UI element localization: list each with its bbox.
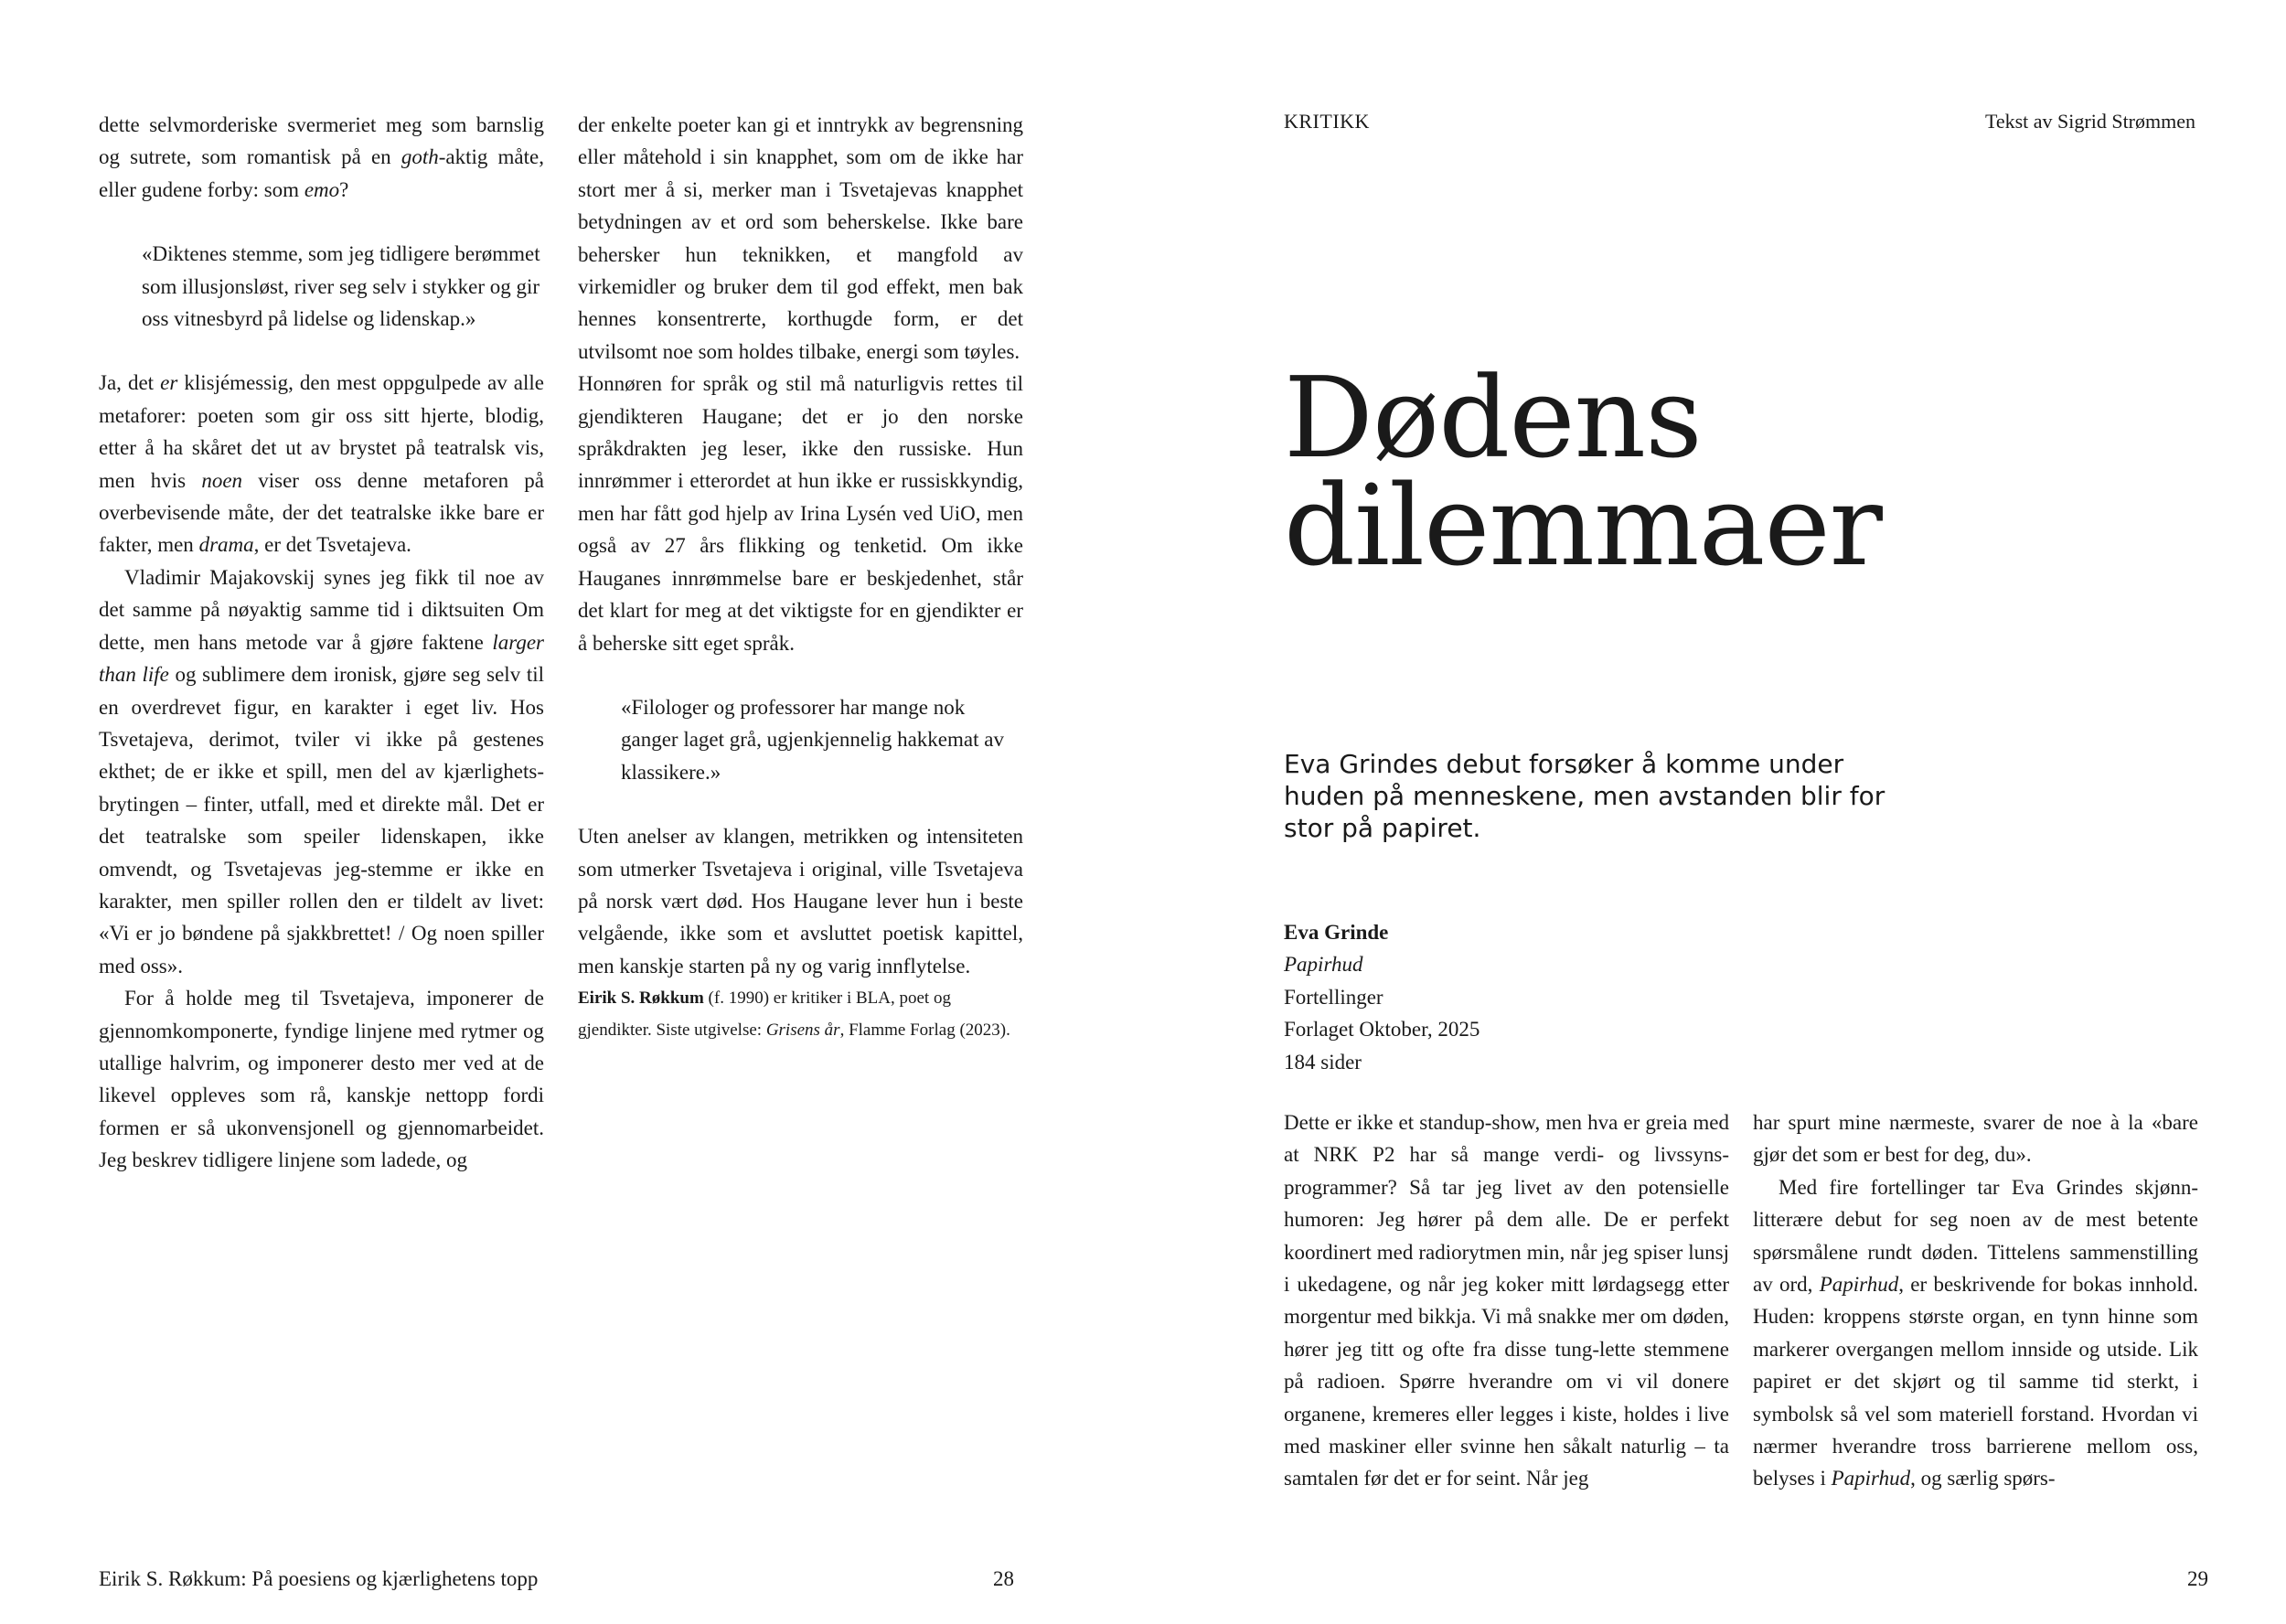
italic-term: Papirhud	[1819, 1273, 1899, 1297]
italic-term: drama	[198, 533, 254, 557]
italic-term: Papirhud	[1831, 1467, 1911, 1490]
author-bio	[578, 982, 1023, 1046]
article-title	[1284, 353, 1882, 591]
paragraph: har spurt mine nærmeste, svarer de noe à la «bare gjør det som er best for deg, du».	[1753, 1111, 2198, 1167]
italic-term: emo	[304, 177, 340, 201]
book-author: Eva Grinde	[1284, 921, 1389, 944]
paragraph	[99, 367, 544, 561]
book-title: Papirhud	[1284, 953, 1363, 977]
text-run: dette selvmorderiske svermeriet meg som barnslig og sutrete, som romantisk på en	[99, 113, 544, 169]
text-run: ?	[339, 177, 349, 201]
paragraph: Dette er ikke et standup-show, men hva er greia med at NRK P2 har så mange verdi- og livssynsprogrammer? Så tar jeg livet av den potensielle humoren: Jeg hører på dem alle. De er perfekt koordinert med radiorytmen min, når jeg spiser lunsj i ukedagene, og når jeg koker mitt lørdagsegg etter morgentur med bikkja. Vi må snakke mer om døden, hører jeg titt og ofte fra disse tung-lette stemmene på radioen. Spørre hverandre om vi vil donere organene, kremeres eller legges i kiste, holdes i live med maskiner eller svinne hen såkalt naturlig – ta samtalen før det er for seint. Når jeg	[1284, 1111, 1729, 1490]
paragraph	[1753, 1171, 2198, 1495]
running-footer-title: Eirik S. Røkkum: På poesiens og kjærlighetens topp	[99, 1567, 539, 1590]
paragraph: der enkelte poeter kan gi et inntrykk av begrensning eller måtehold i sin knapphet, som om de ikke har stort mer å si, merker man i Tsvetajevas knapphet betydningen av et ord som beherskelse. Ikke bare behersker hun teknikken, et mangfold av virkemidler og bruker dem til god effekt, men bak hennes konsentrerte, korthugde form, er det utvilsomt noe som holdes tilbake, energi som tøyles.	[578, 113, 1023, 363]
italic-term: noen	[201, 468, 243, 492]
text-run: -aktig måte, eller gudene forby: som	[99, 145, 544, 201]
left-column-1	[99, 109, 544, 1177]
text-run: Vladimir Majakovskij synes jeg fikk til noe av det samme på nøyaktig samme tid i diktsuiten Om dette, men hans metode var å gjøre faktene	[99, 565, 544, 654]
italic-term: er	[160, 371, 178, 395]
right-column-2	[1753, 1106, 2198, 1495]
page-number: 29	[2187, 1567, 2208, 1590]
text-run: (f. 1990) er kritiker i BLA, poet og gjendikter. Siste utgivelse:	[578, 988, 951, 1041]
page-number: 28	[993, 1567, 1014, 1590]
paragraph	[99, 561, 544, 982]
title-line-2: dilemmaer	[1284, 461, 1882, 591]
left-column-2	[578, 109, 1023, 1046]
paragraph	[99, 109, 544, 206]
right-column-1	[1284, 1106, 1729, 1495]
section-label: KRITIKK	[1284, 110, 1370, 133]
book-info	[1284, 916, 1479, 1078]
text-run: , er det Tsvetajeva.	[253, 533, 411, 557]
byline: Tekst av Sigrid Strømmen	[1984, 110, 2195, 133]
book-pages: 184 sider	[1284, 1050, 1362, 1074]
italic-term: larger than life	[99, 630, 544, 687]
italic-term: Grisens år	[765, 1020, 840, 1041]
book-genre: Fortellinger	[1284, 985, 1383, 1009]
text-run: og sublimere dem ironisk, gjøre seg selv til en overdrevet figur, en karakter i eget liv. Hos Tsvetajeva, derimot, tviler vi ikke på gestenes ekthet; de er ikke et spill, men del av kjærlighetsbrytingen – finter, utfall, med et direkte mål. Det er det teatralske som speiler lidenskapen, ikke omvendt, og Tsvetajevas jeg-stemme er ikke en karakter, men spiller rollen den er tildelt av livet: «Vi er jo bøndene på sjakkbrettet! / Og noen spiller med oss».	[99, 663, 544, 978]
pull-quote: «Filologer og professorer har mange nok ganger laget grå, ugjenkjennelig hakkemat av klassikere.»	[621, 695, 1004, 784]
text-run: viser oss denne metaforen på overbevisende måte, der det teatralske ikke bare er fakter, men	[99, 468, 544, 557]
paragraph: For å holde meg til Tsvetajeva, imponerer de gjennomkomponerte, fyndige linjene med rytmer og utallige halvrim, og imponerer desto mer ved at de likevel oppleves som rå, kanskje nettopp fordi formen er så ukonvensjonell og gjennomarbeidet. Jeg beskrev tidligere linjene som ladede, og	[99, 987, 544, 1172]
article-deck: Eva Grindes debut forsøker å komme under huden på menneskene, men avstanden blir for stor på papiret.	[1284, 749, 1885, 843]
book-publisher: Forlaget Oktober, 2025	[1284, 1018, 1480, 1042]
paragraph: Honnøren for språk og stil må naturligvis rettes til gjendikteren Haugane; det er jo den norske språkdrakten jeg leser, ikke den russiske. Hun innrømmer i etterordet at hun ikke er russiskkyndig, men har fått god hjelp av Irina Lysén ved UiO, men også av 27 års flikking og tenketid. Om ikke Hauganes innrømmelse bare er beskjedenhet, står det klart for meg at det viktigste for en gjendikter er å beherske sitt eget språk.	[578, 372, 1023, 655]
pull-quote: «Diktenes stemme, som jeg tidligere berømmet som illusjonsløst, river seg selv i stykker og gir oss vitnesbyrd på lidelse og lidenskap.»	[142, 242, 540, 331]
bio-author-name: Eirik S. Røkkum	[578, 988, 704, 1009]
text-run: Med fire fortellinger tar Eva Grindes skjønnlitterære debut for seg noen av de mest betente spørsmålene rundt døden. Tittelens sammenstilling av ord,	[1753, 1175, 2198, 1297]
paragraph: Uten anelser av klangen, metrikken og intensiteten som utmerker Tsvetajeva i original, ville Tsvetajeva på norsk vært død. Hos Haugane lever hun i beste velgående, ikke som et avsluttet poetisk kapittel, men kanskje starten på ny og varig innflytelse.	[578, 825, 1023, 978]
title-line-1: Dødens	[1284, 353, 1702, 483]
text-run: , er beskrivende for bokas innhold. Huden: kroppens største organ, en tynn hinne som markerer overgangen mellom innside og utside. Lik papiret er det skjørt og til samme tid sterkt, i symbolsk så vel som materiell forstand. Hvordan vi nærmer hverandre tross barrierene mellom oss, belyses i	[1753, 1273, 2198, 1490]
text-run: , Flamme Forlag (2023).	[839, 1020, 1010, 1041]
italic-term: goth	[401, 145, 439, 169]
text-run: Ja, det	[99, 371, 161, 395]
text-run: , og særlig spørs-	[1910, 1467, 2056, 1490]
text-run: klisjémessig, den mest oppgulpede av alle metaforer: poeten som gir oss sitt hjerte, blodig, etter å ha skåret det ut av brystet på teatralsk vis, men hvis	[99, 371, 544, 492]
